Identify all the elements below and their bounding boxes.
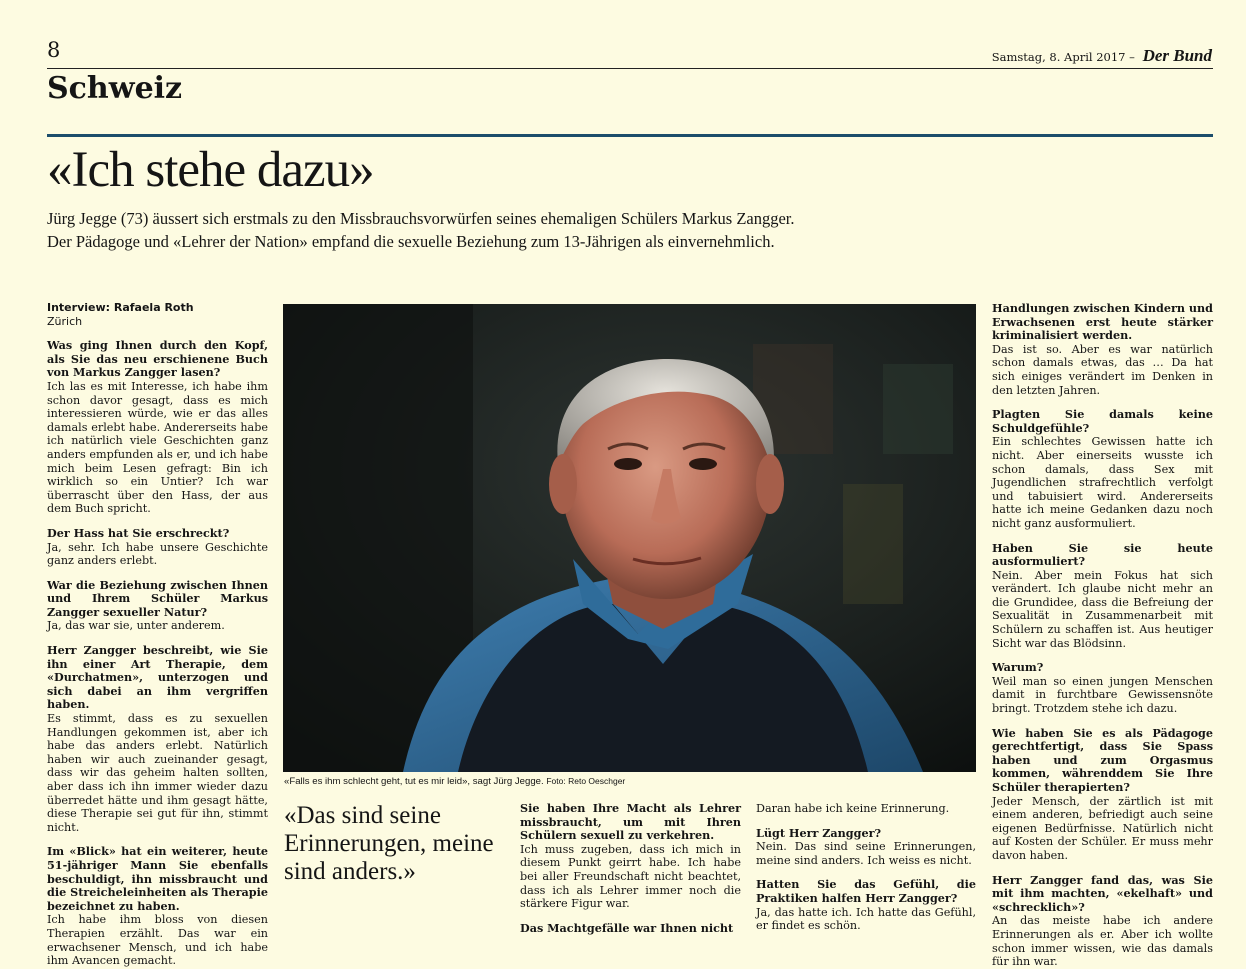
lead-line-1: Jürg Jegge (73) äussert sich erstmals zu den Missbrauchsvorwürfen seines ehemaligen Schülers Markus Zangger. [47, 209, 795, 228]
newspaper-logo: Der Bund [1142, 46, 1212, 65]
question: Herr Zangger beschreibt, wie Sie ihn einer Art Therapie, dem «Durchatmen», unterzogen und sich dabei an ihm vergriffen haben. [47, 643, 268, 712]
dateline [992, 46, 1212, 66]
question: Plagten Sie damals keine Schuldgefühle? [992, 407, 1213, 435]
answer: Nein. Aber mein Fokus hat sich verändert. Ich glaube nicht mehr an die Grundidee, dass die Befreiung der Sexualität in Zusammenarbeit mit Schülern zu schaffen ist. Aus heutiger Sicht war das Blödsinn. [992, 568, 1213, 650]
answer: Ich las es mit Interesse, ich habe ihm schon davor gesagt, dass es mich interessieren würde, wie er das alles damals erlebt habe. Andererseits habe ich natürlich viele Geschichten ganz anders empfunden als er, und ich habe mich beim Lesen gefragt: Bin ich wirklich so ein Untier? Ich war überrascht über den Hass, der aus dem Buch spricht. [47, 379, 268, 516]
question: Der Hass hat Sie erschreckt? [47, 525, 230, 540]
qa-list-col4 [756, 791, 976, 933]
answer: Das ist so. Aber es war natürlich schon damals etwas, das … Da hat sich einiges verändert im Denken in den letzten Jahren. [992, 342, 1213, 397]
question: Was ging Ihnen durch den Kopf, als Sie das neu erschienene Buch von Markus Zangger lasen? [47, 338, 268, 380]
question: Haben Sie sie heute ausformuliert? [992, 540, 1213, 569]
headline: «Ich stehe dazu» [47, 142, 374, 198]
column-4 [756, 791, 976, 933]
answer: Es stimmt, dass es zu sexuellen Handlungen gekommen ist, aber ich habe das anders erlebt. Natürlich haben wir auch zueinander gesagt, dass wir das geheim halten sollten, aber dass ich ihn immer wieder dazu überredet hätte und ihm gesagt hätte, diese Therapie sei gut für ihn, stimmt nicht. [47, 712, 268, 834]
photo-caption [284, 776, 625, 787]
question: Herr Zangger fand das, was Sie mit ihm machten, «ekelhaft» und «schrecklich»? [992, 872, 1213, 914]
qa-list-col1 [47, 339, 268, 968]
byline: Interview: Rafaela Roth [47, 301, 194, 314]
column-1 [47, 301, 268, 968]
answer: Nein. Das sind seine Erinnerungen, meine sind anders. Ich weiss es nicht. [756, 840, 976, 867]
answer: Ich habe ihm bloss von diesen Therapien erzählt. Das war ein erwachsener Mensch, und ich habe ihm Avancen gemacht. [47, 913, 268, 968]
qa-list-col5 [992, 302, 1213, 969]
answer: Daran habe ich keine Erinnerung. [756, 802, 950, 815]
portrait-image [283, 304, 976, 772]
answer: Jeder Mensch, der zärtlich ist mit einem anderen, befriedigt auch seine eigenen Bedürfnisse. Natürlich nicht auf Kosten der Schüler. Er muss mehr davon haben. [992, 794, 1213, 862]
caption-text: «Falls es ihm schlecht geht, tut es mir leid», sagt Jürg Jegge. [284, 776, 544, 787]
answer: Ja, das war sie, unter anderem. [47, 619, 225, 633]
answer: Weil man so einen jungen Menschen damit in furchtbare Gewissensnöte bringt. Trotzdem stehe ich dazu. [992, 674, 1213, 716]
question: Sie haben Ihre Macht als Lehrer missbraucht, um mit Ihren Schülern sexuell zu verkehren. [520, 801, 741, 843]
question: Im «Blick» hat ein weiterer, heute 51-jähriger Mann Sie ebenfalls beschuldigt, ihn missbraucht und die Streicheleinheiten als Therapie bezeichnet zu haben. [47, 844, 268, 913]
answer: An das meiste habe ich andere Erinnerungen als er. Aber ich wollte schon immer wissen, wie das damals für ihn war. [992, 914, 1213, 969]
header-rule [47, 68, 1213, 69]
column-5 [992, 291, 1213, 969]
question: Warum? [992, 660, 1044, 675]
lead-paragraph [47, 207, 1217, 253]
question: Wie haben Sie es als Pädagoge gerechtfertigt, dass Sie Spass haben und zum Orgasmus kommen, währenddem Sie Ihre Schüler therapierten? [992, 725, 1213, 794]
section-title: Schweiz [47, 71, 183, 106]
question: Hatten Sie das Gefühl, die Praktiken halfen Herr Zangger? [756, 877, 976, 905]
pull-quote: «Das sind seine Erinnerungen, meine sind anders.» [284, 802, 494, 885]
answer: Ja, das hatte ich. Ich hatte das Gefühl, er findet es schön. [756, 905, 976, 933]
answer: Ein schlechtes Gewissen hatte ich nicht. Aber einerseits wusste ich schon damals, dass Sex mit Jugendlichen strafrechtlich verfolgt und tabuisiert wird. Andererseits hatte ich meine Gedanken dazu noch nicht ganz ausformuliert. [992, 435, 1213, 530]
question: Handlungen zwischen Kindern und Erwachsenen erst heute stärker kriminalisiert werden. [992, 301, 1213, 343]
question: Lügt Herr Zangger? [756, 825, 882, 840]
answer: Ich muss zugeben, dass ich mich in diesem Punkt geirrt habe. Ich habe bei aller Freundschaft nicht beachtet, dass ich als Lehrer immer noch die stärkere Figur war. [520, 842, 741, 911]
answer: Ja, sehr. Ich habe unsere Geschichte ganz anders erlebt. [47, 540, 268, 568]
column-3 [520, 791, 741, 935]
issue-date: Samstag, 8. April 2017 – [991, 50, 1135, 64]
question: Das Machtgefälle war Ihnen nicht [520, 920, 734, 935]
photo-credit: Foto: Reto Oeschger [546, 776, 626, 786]
question: War die Beziehung zwischen Ihnen und Ihrem Schüler Markus Zangger sexueller Natur? [47, 577, 268, 619]
portrait-photo [283, 304, 976, 772]
page-number: 8 [47, 38, 61, 62]
section-rule [47, 134, 1213, 137]
qa-list-col3 [520, 802, 741, 935]
location: Zürich [47, 314, 83, 328]
lead-line-2: Der Pädagoge und «Lehrer der Nation» empfand die sexuelle Beziehung zum 13-Jährigen als einvernehmlich. [47, 232, 775, 251]
